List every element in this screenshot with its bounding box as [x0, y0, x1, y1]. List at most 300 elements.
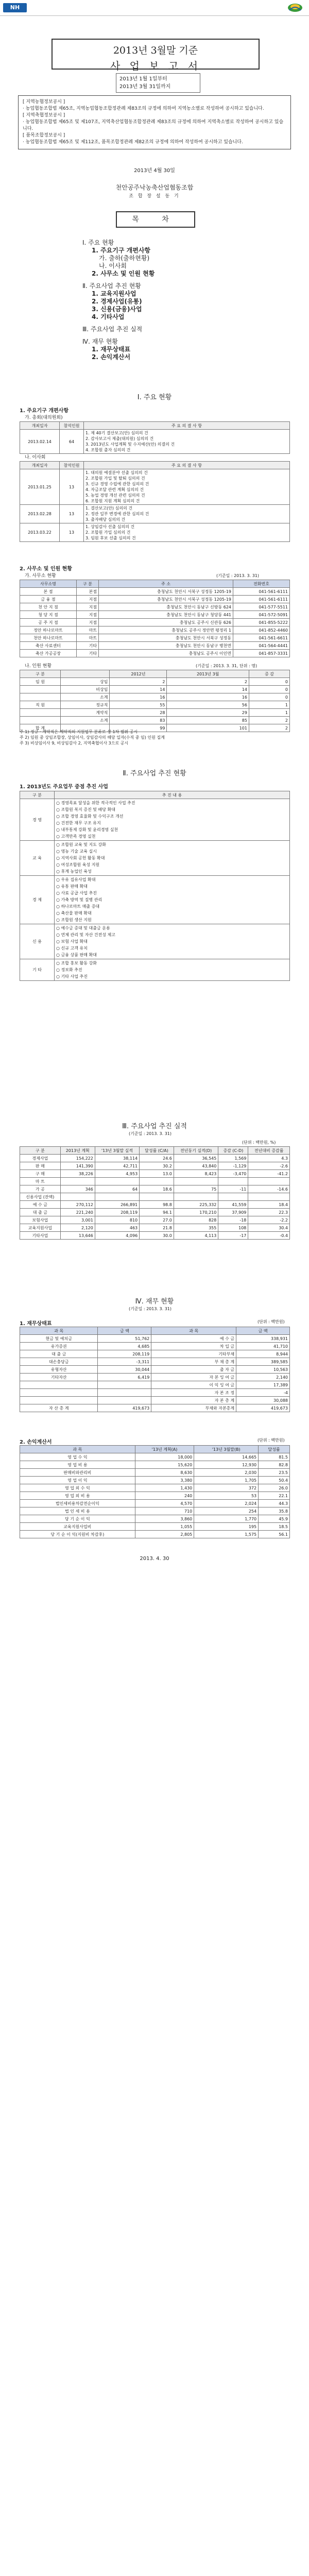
column-header: 구 분 — [76, 580, 98, 588]
report-title-line2: 사 업 보 고 서 — [110, 60, 201, 72]
table-cell: 389,585 — [236, 1358, 290, 1366]
toc-item[interactable]: 1. 교육지원사업 — [92, 290, 136, 297]
notice-line: [ 지역축협정보공시 ] — [23, 113, 65, 118]
income-statement-table — [20, 1445, 290, 1538]
plan-item: ○ 신규 고객 유치 — [56, 946, 88, 951]
table-cell: 대손충당금 — [20, 1358, 98, 1366]
table-row — [20, 634, 290, 642]
table-cell: 상임 — [61, 678, 110, 686]
table-row — [20, 611, 290, 619]
table-cell: 85 — [167, 717, 249, 724]
table-cell: 예 수 금 — [151, 1335, 236, 1343]
table-cell: 14 — [110, 686, 167, 693]
table-cell: 충청남도 천안시 서북구 성정동 — [99, 634, 233, 642]
table-cell: 3,380 — [135, 1477, 194, 1484]
table-cell: 1,569 — [218, 1155, 248, 1162]
table-cell: 16 — [110, 693, 167, 701]
table-cell: -11 — [218, 1185, 248, 1193]
resolution-item: 4. 조합원 출자 심의의 건 — [85, 448, 131, 452]
resolution-item: 3. 출자배당 심의의 건 — [85, 517, 126, 522]
table-cell: 22.3 — [248, 1209, 290, 1216]
plan-item: ○ 금융 상품 판매 확대 — [56, 953, 97, 957]
table-cell: 금 융 점 — [20, 596, 77, 603]
table-cell: 2,120 — [60, 1224, 95, 1232]
office-unit: (기준일 : 2013. 3. 31) — [216, 573, 260, 578]
table-cell: 30.2 — [140, 1162, 174, 1170]
table-row — [20, 678, 290, 686]
table-cell: 0 — [249, 686, 289, 693]
column-header: 전화번호 — [233, 580, 290, 588]
table-row — [20, 588, 290, 596]
table-row — [20, 1404, 290, 1412]
table-row — [20, 1389, 290, 1397]
table-row — [20, 1531, 290, 1538]
column-header: 과 목 — [20, 1446, 135, 1453]
table-cell: 30.4 — [248, 1224, 290, 1232]
plan-item: ○ 고객만족 경영 실천 — [56, 834, 96, 839]
meeting-date: 2013.02.28 — [20, 505, 60, 523]
column-header: '13년 3월말(B) — [194, 1446, 259, 1453]
table-cell: 당 기 순 이 익 — [20, 1515, 135, 1523]
plan-item: ○ 조합 경영 효율화 및 수익구조 개선 — [56, 814, 124, 819]
table-cell: 1 — [249, 709, 289, 717]
table-cell: 240 — [135, 1492, 194, 1500]
table-cell: 372 — [194, 1484, 259, 1492]
staff-note: 주 3) 비상임이사 9, 비상임감사 2, 지역축협이사 3으로 공시 — [20, 741, 129, 745]
table-of-contents — [82, 234, 237, 361]
table-cell: 38,114 — [95, 1155, 139, 1162]
plan-item: ○ 조합원 복지 증진 및 배당 확대 — [56, 807, 115, 812]
plan-item: ○ 지역사회 공헌 활동 확대 — [56, 856, 105, 860]
table-cell: 1,430 — [135, 1484, 194, 1492]
column-header: 구 분 — [20, 670, 61, 678]
bs-unit: (단위 : 백만원) — [258, 1319, 285, 1324]
table-cell: 041-561-6111 — [233, 588, 290, 596]
toc-item[interactable]: Ⅳ. 재무 현황 — [82, 338, 118, 345]
table-cell — [174, 1193, 218, 1201]
table-row — [20, 469, 290, 505]
table-cell: 29 — [167, 709, 249, 717]
table-cell: 기타부채 — [151, 1350, 236, 1358]
plan-row — [20, 876, 290, 924]
table-cell: 221,240 — [60, 1209, 95, 1216]
toc-title: 목 차 — [116, 211, 195, 228]
table-cell: 154,222 — [60, 1155, 95, 1162]
table-cell: -3,470 — [218, 1170, 248, 1178]
staff-note: 주 1) 정규 · 계약직은 계약직의 지원업무 분류로 상 1차 범위 공시 — [20, 730, 138, 734]
table-cell: 예 수 금 — [20, 1201, 61, 1209]
table-cell — [248, 1178, 290, 1185]
table-cell: 18,000 — [135, 1453, 194, 1461]
notice-line: · 농업협동조합법 제65조 및 제112조, 품목조합정관례 제82조의 규정에 의하여 작성하여 공시하고 있습니다. — [23, 140, 243, 145]
table-cell: 22.1 — [259, 1492, 290, 1500]
section1-sub1: 1. 주요기구 개편사항 — [20, 408, 68, 414]
table-cell: 170,210 — [174, 1209, 218, 1216]
table-cell: 현금 및 예치금 — [20, 1335, 98, 1343]
plan-row — [20, 959, 290, 981]
attendee-count: 64 — [60, 430, 84, 454]
table-row — [20, 1343, 290, 1350]
plan-row — [20, 799, 290, 841]
table-cell: -41.2 — [248, 1170, 290, 1178]
table-cell — [174, 1178, 218, 1185]
table-cell: 710 — [135, 1507, 194, 1515]
table-cell: 99 — [110, 724, 167, 732]
table-cell: 041-561-6111 — [233, 596, 290, 603]
plan-item: ○ 영농 기술 교육 실시 — [56, 849, 97, 854]
plan-category: 신 용 — [20, 924, 55, 959]
report-period — [116, 73, 200, 93]
table-cell: 청 당 지 점 — [20, 611, 77, 619]
table-cell: 83 — [110, 717, 167, 724]
plan-item: ○ 축산물 판매 확대 — [56, 911, 92, 916]
column-header: 달성률 (C/A) — [140, 1147, 174, 1155]
toc-item[interactable]: 4. 기타사업 — [92, 313, 125, 320]
table-cell: 영 업 외 수 익 — [20, 1484, 135, 1492]
section2-title: Ⅱ. 주요사업 추진 현황 — [123, 770, 186, 777]
table-cell: 51,762 — [98, 1335, 151, 1343]
table-cell — [248, 1193, 290, 1201]
table-cell: 지점 — [76, 603, 98, 611]
resolution-item: 1. 대의원 예결분야 선출 심의의 건 — [85, 470, 148, 475]
plan-item: ○ 사료 공급 사업 추진 — [56, 891, 97, 895]
section3-unit: (기준일 : 2013. 3. 31) — [129, 1131, 172, 1136]
table-row — [20, 1216, 290, 1224]
table-row — [20, 619, 290, 626]
column-header: 2013년 계획 — [60, 1147, 95, 1155]
table-cell: 98.8 — [140, 1201, 174, 1209]
table-cell: 판 매 — [20, 1162, 61, 1170]
toc-item[interactable]: Ⅰ. 주요 현황 — [82, 239, 114, 246]
toc-item[interactable]: 2. 사무소 및 인원 현황 — [92, 270, 155, 277]
table-cell: 81.5 — [259, 1453, 290, 1461]
table-cell: 13.0 — [140, 1170, 174, 1178]
table-cell: 041-564-4441 — [233, 642, 290, 650]
table-row — [20, 1397, 290, 1404]
table-row — [20, 1461, 290, 1469]
table-row — [20, 717, 290, 724]
table-cell — [20, 1397, 98, 1404]
report-title-line1: 2013년 3월말 기준 — [113, 45, 198, 56]
toc-item[interactable]: 나. 이사회 — [99, 262, 127, 269]
table-cell: 당 기 순 이 익(지원비 차감후) — [20, 1531, 135, 1538]
table-cell: 대 출 금 — [20, 1209, 61, 1216]
table-cell: 28 — [110, 709, 167, 717]
table-cell: 합 계 — [20, 724, 61, 732]
resolution-item: 6. 조합원 지원 계획 심의의 건 — [85, 499, 140, 503]
table-row — [20, 1366, 290, 1374]
footer-date: 2013. 4. 30 — [140, 1556, 169, 1562]
table-row — [20, 1162, 290, 1170]
plan-items — [55, 799, 290, 841]
report-date: 2013년 4월 30일 — [134, 168, 175, 174]
table-cell: 계약직 — [61, 709, 110, 717]
table-cell: 42,711 — [95, 1162, 139, 1170]
table-cell: 270,112 — [60, 1201, 95, 1209]
table-cell: 정규직 — [61, 701, 110, 709]
table-row — [20, 686, 290, 693]
table-cell: 영 업 이 익 — [20, 1477, 135, 1484]
plan-item: ○ 후계 농업인 육성 — [56, 869, 92, 874]
table-cell: 충청남도 공주시 정안면 평정리 1 — [99, 626, 233, 634]
table-cell: 2 — [110, 678, 167, 686]
table-cell: 보험사업 — [20, 1216, 61, 1224]
table-cell — [20, 1381, 98, 1389]
table-cell: 교육지원사업 — [20, 1224, 61, 1232]
section4-title: Ⅳ. 재무 현황 — [135, 1298, 174, 1306]
table-cell: 부채와 자본총계 — [151, 1404, 236, 1412]
plan-items — [55, 959, 290, 981]
table-cell: 254 — [194, 1507, 259, 1515]
resolutions — [84, 505, 290, 523]
plan-item: ○ 유통 판매 확대 — [56, 884, 88, 889]
table-cell: 36,545 — [174, 1155, 218, 1162]
plan-item: ○ 경영목표 달성을 위한 적극적인 사업 추진 — [56, 801, 135, 805]
disclosure-notice — [18, 95, 291, 149]
table-cell: 영 업 외 비 용 — [20, 1492, 135, 1500]
report-title-box — [52, 39, 260, 70]
staff-table — [20, 670, 290, 732]
table-cell: 419,673 — [98, 1404, 151, 1412]
staff-note: 주 2) 임원 중 상임조합장, 상임이사, 상임감사의 해당 일자(수직 중 임) 인원 집계 — [20, 735, 165, 740]
table-cell: 64 — [95, 1185, 139, 1193]
resolutions — [84, 469, 290, 505]
table-cell: 소계 — [61, 693, 110, 701]
toc-item[interactable]: Ⅱ. 주요사업 추진 현황 — [82, 282, 141, 290]
table-cell: 8,630 — [135, 1469, 194, 1477]
table-cell: 463 — [95, 1224, 139, 1232]
table-row — [20, 1178, 290, 1185]
table-row — [20, 1224, 290, 1232]
table-row — [20, 650, 290, 657]
attendee-count: 13 — [60, 469, 84, 505]
column-header: 개최일자 — [20, 462, 60, 469]
column-header: 2012년 — [110, 670, 167, 678]
column-header: 구 분 — [20, 1147, 61, 1155]
table-cell: 자 본 잉 여 금 — [151, 1374, 236, 1381]
is-unit: (단위 : 백만원) — [258, 1438, 285, 1443]
header-row — [20, 1446, 290, 1453]
table-cell: 충청남도 공주시 이인면 — [99, 650, 233, 657]
staff-unit: (기준일 : 2013. 3. 31, 단위 : 명) — [196, 664, 258, 668]
section1-sub2a: 가. 사무소 현황 — [25, 573, 56, 579]
table-cell: 14,665 — [194, 1453, 259, 1461]
office-table — [20, 580, 290, 657]
table-cell: 본점 — [76, 588, 98, 596]
section3-unit2: (단위 : 백만원, %) — [242, 1140, 276, 1145]
table-cell: -2.2 — [248, 1216, 290, 1224]
column-header: 전년동기 실적(D) — [174, 1147, 218, 1155]
column-header: 금 액 — [236, 1327, 290, 1335]
plan-item: ○ 여성조합원 육성 지원 — [56, 862, 100, 867]
table-cell: 법 인 세 비 용 — [20, 1507, 135, 1515]
table-cell — [60, 1193, 95, 1201]
table-cell: 마 트 — [20, 1178, 61, 1185]
plan-row — [20, 841, 290, 876]
toc-item[interactable]: 3. 신용(금융)사업 — [92, 306, 142, 313]
table-cell: 충청남도 천안시 동남구 병천면 — [99, 642, 233, 650]
section2-sub1: 1. 2013년도 주요업무 중점 추진 사업 — [20, 784, 108, 790]
section1-sub2b: 나. 인원 현황 — [25, 664, 52, 669]
table-row — [20, 626, 290, 634]
table-row — [20, 1469, 290, 1477]
table-cell: 225,332 — [174, 1201, 218, 1209]
table-cell — [140, 1193, 174, 1201]
table-row — [20, 1209, 290, 1216]
plan-item: ○ 조합원 생산 지원 — [56, 918, 92, 922]
toc-item[interactable]: 1. 주요기구 개편사항 — [92, 247, 151, 254]
table-cell: 195 — [194, 1523, 259, 1531]
resolution-item: 2. 정관 일부 변경에 관한 심의의 건 — [85, 512, 149, 516]
table-cell: 신용사업 (잔액) — [20, 1193, 61, 1201]
column-header: 달성률 — [259, 1446, 290, 1453]
table-cell: 419,673 — [236, 1404, 290, 1412]
resolution-item: 4. 자금조달 관련 계획 심의의 건 — [85, 487, 144, 492]
table-row — [20, 1335, 290, 1343]
table-cell: 천안 하나로마트 — [20, 634, 77, 642]
table-cell: 44.3 — [259, 1500, 290, 1507]
table-cell: 43,840 — [174, 1162, 218, 1170]
table-cell: 38,226 — [60, 1170, 95, 1178]
table-cell: 18.4 — [248, 1201, 290, 1209]
notice-line: · 농업협동조합법 제65조, 지역농업협동조합정관례 제83조의 규정에 의하여 지역농소별로 작성하여 공시하고 있습니다. — [23, 106, 264, 111]
table-cell: -18 — [218, 1216, 248, 1224]
column-header: '13년 3월말 실적 — [95, 1147, 139, 1155]
section1-title: Ⅰ. 주요 현황 — [137, 394, 172, 401]
period-end: 2013년 3월 31일까지 — [119, 84, 171, 90]
table-row — [20, 693, 290, 701]
table-cell: 축산 사료센터 — [20, 642, 77, 650]
resolution-item: 1. 제 40기 결산보고(안) 심의의 건 — [85, 431, 148, 435]
table-cell: 53 — [194, 1492, 259, 1500]
table-cell: 이 익 잉 여 금 — [151, 1381, 236, 1389]
table-cell: 천 안 지 점 — [20, 603, 77, 611]
toc-item[interactable]: 2. 손익계산서 — [92, 353, 131, 361]
notice-line: [ 지역농협정보공시 ] — [23, 99, 65, 105]
column-header: 추 진 내 용 — [55, 791, 290, 799]
table-cell: 자 산 총 계 — [20, 1404, 98, 1412]
table-cell: 4,685 — [98, 1343, 151, 1350]
column-header: 증감 (C-D) — [218, 1147, 248, 1155]
plan-item: ○ 기타 사업 추진 — [56, 974, 88, 979]
table-cell: 346 — [60, 1185, 95, 1193]
plan-category: 기 타 — [20, 959, 55, 981]
table-cell: 2,024 — [194, 1500, 259, 1507]
toc-item[interactable]: 가. 출하(출하현황) — [99, 255, 150, 262]
table-cell: 4,113 — [174, 1232, 218, 1240]
table-cell: 355 — [174, 1224, 218, 1232]
resolution-item: 1. 결산보고(안) 심의의 건 — [85, 506, 133, 511]
income-statement-title: 2. 손익계산서 — [20, 1439, 52, 1445]
plan-item: ○ 내부통제 강화 및 윤리경영 실천 — [56, 827, 118, 832]
table-cell: 유가증권 — [20, 1343, 98, 1350]
table-cell: 56 — [167, 701, 249, 709]
table-cell — [60, 1178, 95, 1185]
table-cell: 108 — [218, 1224, 248, 1232]
table-cell: 17,389 — [236, 1381, 290, 1389]
table-cell: 041-855-5222 — [233, 619, 290, 626]
table-cell: 충청남도 공주시 신관동 626 — [99, 619, 233, 626]
table-row — [20, 1350, 290, 1358]
toc-item[interactable]: Ⅲ. 주요사업 추진 실적 — [82, 326, 143, 333]
balance-sheet-title: 1. 재무상태표 — [20, 1321, 52, 1327]
table-row — [20, 1170, 290, 1178]
table-cell: 본 점 — [20, 588, 77, 596]
plan-item: ○ 건전한 재무 구조 유지 — [56, 821, 101, 825]
plan-category: 경 제 — [20, 876, 55, 924]
table-cell: 비상임 — [61, 686, 110, 693]
table-cell: 55 — [110, 701, 167, 709]
column-header: 전년대비 증감률 — [248, 1147, 290, 1155]
header-row — [20, 1327, 290, 1335]
table-row — [20, 1523, 290, 1531]
table-cell: 101 — [167, 724, 249, 732]
table-cell: 338,931 — [236, 1335, 290, 1343]
plan-category: 교 육 — [20, 841, 55, 876]
table-cell — [95, 1178, 139, 1185]
table-cell: 37,909 — [218, 1209, 248, 1216]
balance-sheet-table — [20, 1327, 290, 1412]
plan-item: ○ 연체 관리 및 자산 건전성 제고 — [56, 933, 115, 937]
table-cell: 18.6 — [140, 1185, 174, 1193]
table-cell: 영 업 수 익 — [20, 1453, 135, 1461]
table-cell: 자 본 총 계 — [151, 1397, 236, 1404]
table-row — [20, 430, 290, 454]
table-cell — [140, 1178, 174, 1185]
column-header: 과 목 — [20, 1327, 98, 1335]
plan-item: ○ 예수금 증대 및 대출금 운용 — [56, 926, 110, 930]
table-cell: 0 — [249, 693, 289, 701]
resolution-item: 2. 조합원 가입 및 탈퇴 심의의 건 — [85, 476, 145, 481]
table-cell: 구 매 — [20, 1170, 61, 1178]
plan-item: ○ 정보화 추진 — [56, 968, 82, 972]
resolution-item: 3. 임원 후보 선출 심의의 건 — [85, 536, 136, 540]
header-row — [20, 462, 290, 469]
resolution-item: 1. 상임감사 선출 심의의 건 — [85, 524, 135, 529]
column-header: 사무소명 — [20, 580, 77, 588]
table-cell: 94.1 — [140, 1209, 174, 1216]
toc-item[interactable]: 1. 재무상태표 — [92, 346, 131, 353]
table-cell: 4.3 — [248, 1155, 290, 1162]
table-cell: 041-857-3331 — [233, 650, 290, 657]
notice-line: [ 품목조합정보공시 ] — [23, 133, 65, 138]
toc-item[interactable]: 2. 경제사업(유통) — [92, 298, 142, 305]
attendee-count: 13 — [60, 505, 84, 523]
table-row — [20, 596, 290, 603]
table-cell: 10,563 — [236, 1366, 290, 1374]
table-cell: 041-852-4460 — [233, 626, 290, 634]
table-row — [20, 1500, 290, 1507]
table-cell: 유형자산 — [20, 1366, 98, 1374]
table-cell: -0.4 — [248, 1232, 290, 1240]
table-cell — [218, 1178, 248, 1185]
column-header: 주 요 의 결 사 항 — [84, 462, 290, 469]
table-cell: 208,119 — [98, 1350, 151, 1358]
table-cell: 2 — [249, 717, 289, 724]
table-row — [20, 1232, 290, 1240]
table-row — [20, 1453, 290, 1461]
plan-item: ○ 조합 홍보 활동 강화 — [56, 961, 97, 965]
table-cell: 041-561-6611 — [233, 634, 290, 642]
meeting-date: 2013.01.25 — [20, 469, 60, 505]
header-row — [20, 580, 290, 588]
table-cell: 출 자 금 — [151, 1366, 236, 1374]
table-cell: -17 — [218, 1232, 248, 1240]
header-row — [20, 791, 290, 799]
table-cell: 30,044 — [98, 1366, 151, 1374]
plan-items — [55, 876, 290, 924]
table-cell: 8,423 — [174, 1170, 218, 1178]
